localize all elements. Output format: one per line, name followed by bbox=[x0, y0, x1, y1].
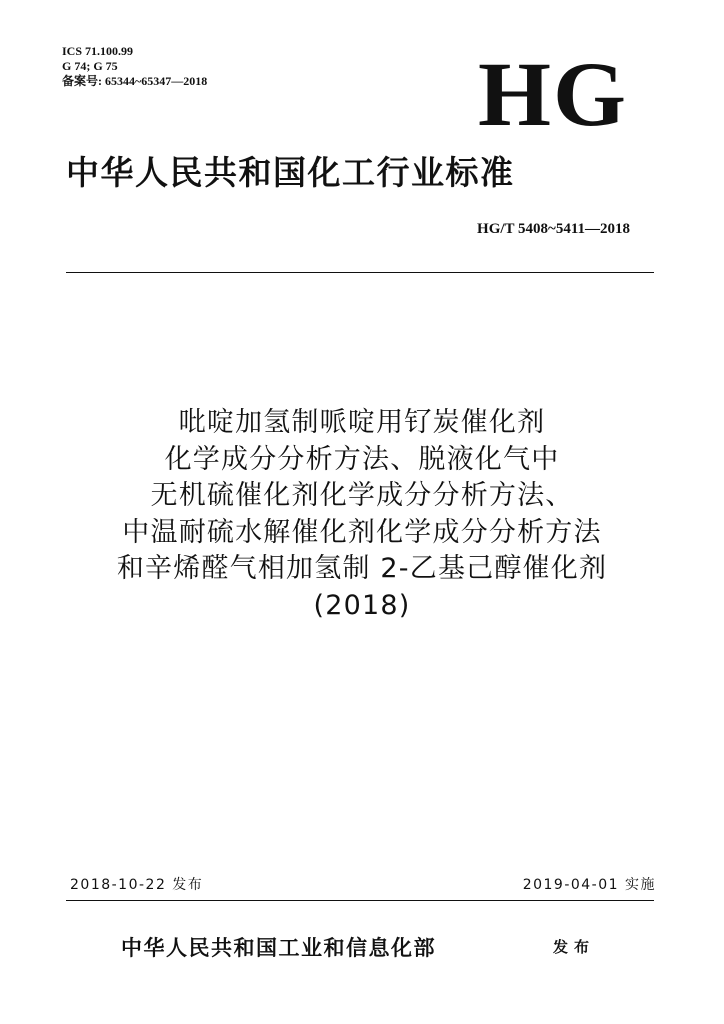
hg-logo: HG bbox=[478, 43, 629, 145]
publish-label: 发布 bbox=[553, 938, 596, 956]
document-title-line: 无机硫催化剂化学成分分析方法、 bbox=[150, 480, 574, 512]
standard-category-title: 中华人民共和国化工行业标准 bbox=[66, 153, 515, 192]
top-divider bbox=[66, 272, 654, 273]
filing-number: 备案号: 65344~65347—2018 bbox=[62, 74, 208, 88]
classification-block bbox=[62, 44, 207, 89]
document-title-line: 化学成分分析方法、脱液化气中 bbox=[164, 443, 560, 475]
ccs-code: G 74; G 75 bbox=[62, 59, 118, 73]
issue-date: 2018-10-22 发布 bbox=[70, 877, 204, 893]
ics-code: ICS 71.100.99 bbox=[62, 44, 134, 58]
document-title bbox=[40, 405, 684, 625]
implementation-date: 2019-04-01 实施 bbox=[522, 877, 656, 893]
document-title-line: 吡啶加氢制哌啶用钌炭催化剂 bbox=[178, 407, 546, 438]
bottom-divider bbox=[66, 900, 654, 901]
document-title-line: 和辛烯醛气相加氢制 2-乙基己醇催化剂 bbox=[116, 553, 608, 585]
document-title-year: (2018) bbox=[313, 589, 411, 621]
standard-number: HG/T 5408~5411—2018 bbox=[477, 221, 630, 237]
document-title-line: 中温耐硫水解催化剂化学成分分析方法 bbox=[122, 516, 602, 548]
publisher-name: 中华人民共和国工业和信息化部 bbox=[121, 936, 436, 960]
